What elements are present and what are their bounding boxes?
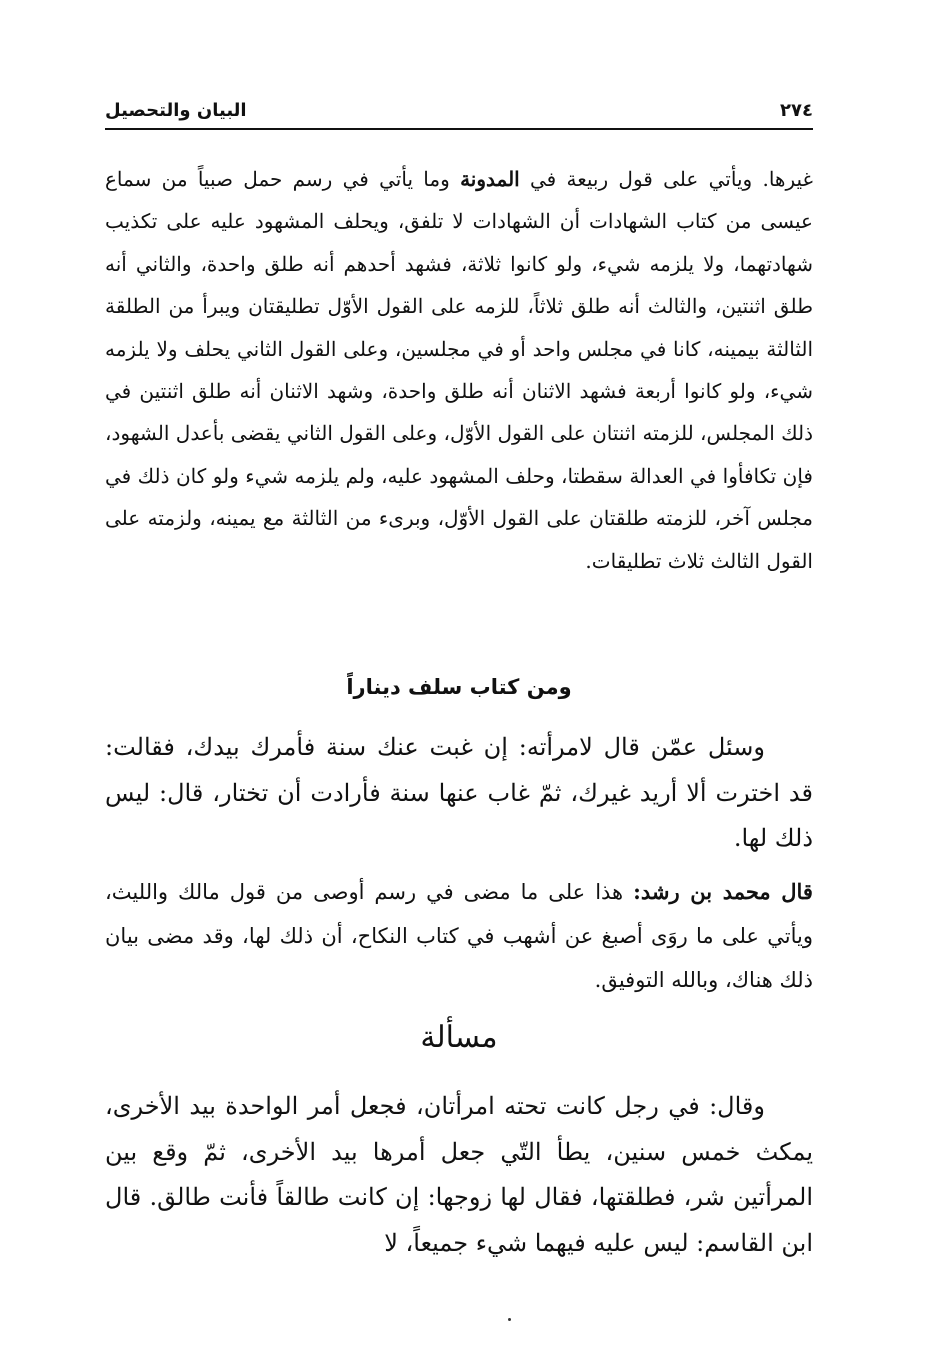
masala-text: وقال: في رجل كانت تحته امرأتان، فجعل أمر الواحدة بيد الأخرى، يمكث خمس سنين، يطأ التّي جعل أمرها بيد الأخرى، ثمّ وقع بين المرأتين شر، فطلقتها، فقال لها زوجها: إن كانت طالقاً فأنت طالق. قال ابن القاسم: ليس عليه فيهما شيء جميعاً، لا — [105, 1092, 813, 1257]
paragraph-1-lead: غيرها. ويأتي على قول ربيعة في — [519, 167, 813, 191]
page-number: ٢٧٤ — [780, 99, 813, 121]
ibn-rushd-attribution: قال محمد بن رشد: — [633, 879, 813, 904]
section-heading: ومن كتاب سلف ديناراً — [346, 675, 572, 699]
paragraph-1-rest: وما يأتي في رسم حمل صبياً من سماع عيسى من كتاب الشهادات أن الشهادات لا تلفق، ويحلف المشهود عليه على تكذيب شهادتهما، ولا يلزمه شيء، ولو كانوا ثلاثة، فشهد أحدهم أنه طلق واحدة، والثاني أنه طلق اثنتين، والثالث أنه طلق ثلاثاً، للزمه على القول الأوّل تطليقتان ويبرأ من الطلقة الثالثة بيمينه، كانا في مجلس واحد أو في مجلسين، وعلى القول الثاني يحلف ولا يلزمه شيء، ولو كانوا أربعة فشهد الاثنان أنه طلق واحدة، وشهد الاثنان أنه طلق اثنتين في ذلك المجلس، للزمته اثنتان على القول الأوّل، وعلى القول الثاني يقضى بأعدل الشهود، فإن تكافأوا في العدالة سقطتا، وحلف المشهود عليه، ولم يلزمه شيء ولو كان ذلك في مجلس آخر، للزمته طلقتان على القول الأوّل، وبرىء من الثالثة مع يمينه، ولزمته على القول الثالث ثلاث تطليقات. — [105, 167, 813, 573]
commentary-text: هذا على ما مضى في رسم أوصى من قول مالك والليث، ويأتي على ما روَى أصبغ عن أشهب في كتاب النكاح، أن ذلك لها، وقد مضى بيان ذلك هناك، وبالله التوفيق. — [105, 880, 813, 992]
term-mudawwana: المدونة — [460, 167, 520, 191]
question-text: وسئل عمّن قال لامرأته: إن غبت عنك سنة فأمرك بيدك، فقالت: قد اخترت ألا أريد غيرك، ثمّ غاب عنها سنة فأرادت أن تختار، قال: ليس ذلك لها. — [105, 733, 814, 852]
running-header — [105, 92, 813, 130]
book-page — [105, 0, 813, 1366]
masala-heading: مسألة — [420, 1020, 498, 1055]
running-title: البيان والتحصيل — [105, 99, 247, 121]
ibn-rushd-commentary — [105, 870, 813, 1002]
question-paragraph — [105, 725, 813, 862]
scan-speck — [508, 1318, 511, 1321]
paragraph-commentary-continued — [105, 158, 813, 582]
masala-paragraph — [105, 1084, 813, 1266]
